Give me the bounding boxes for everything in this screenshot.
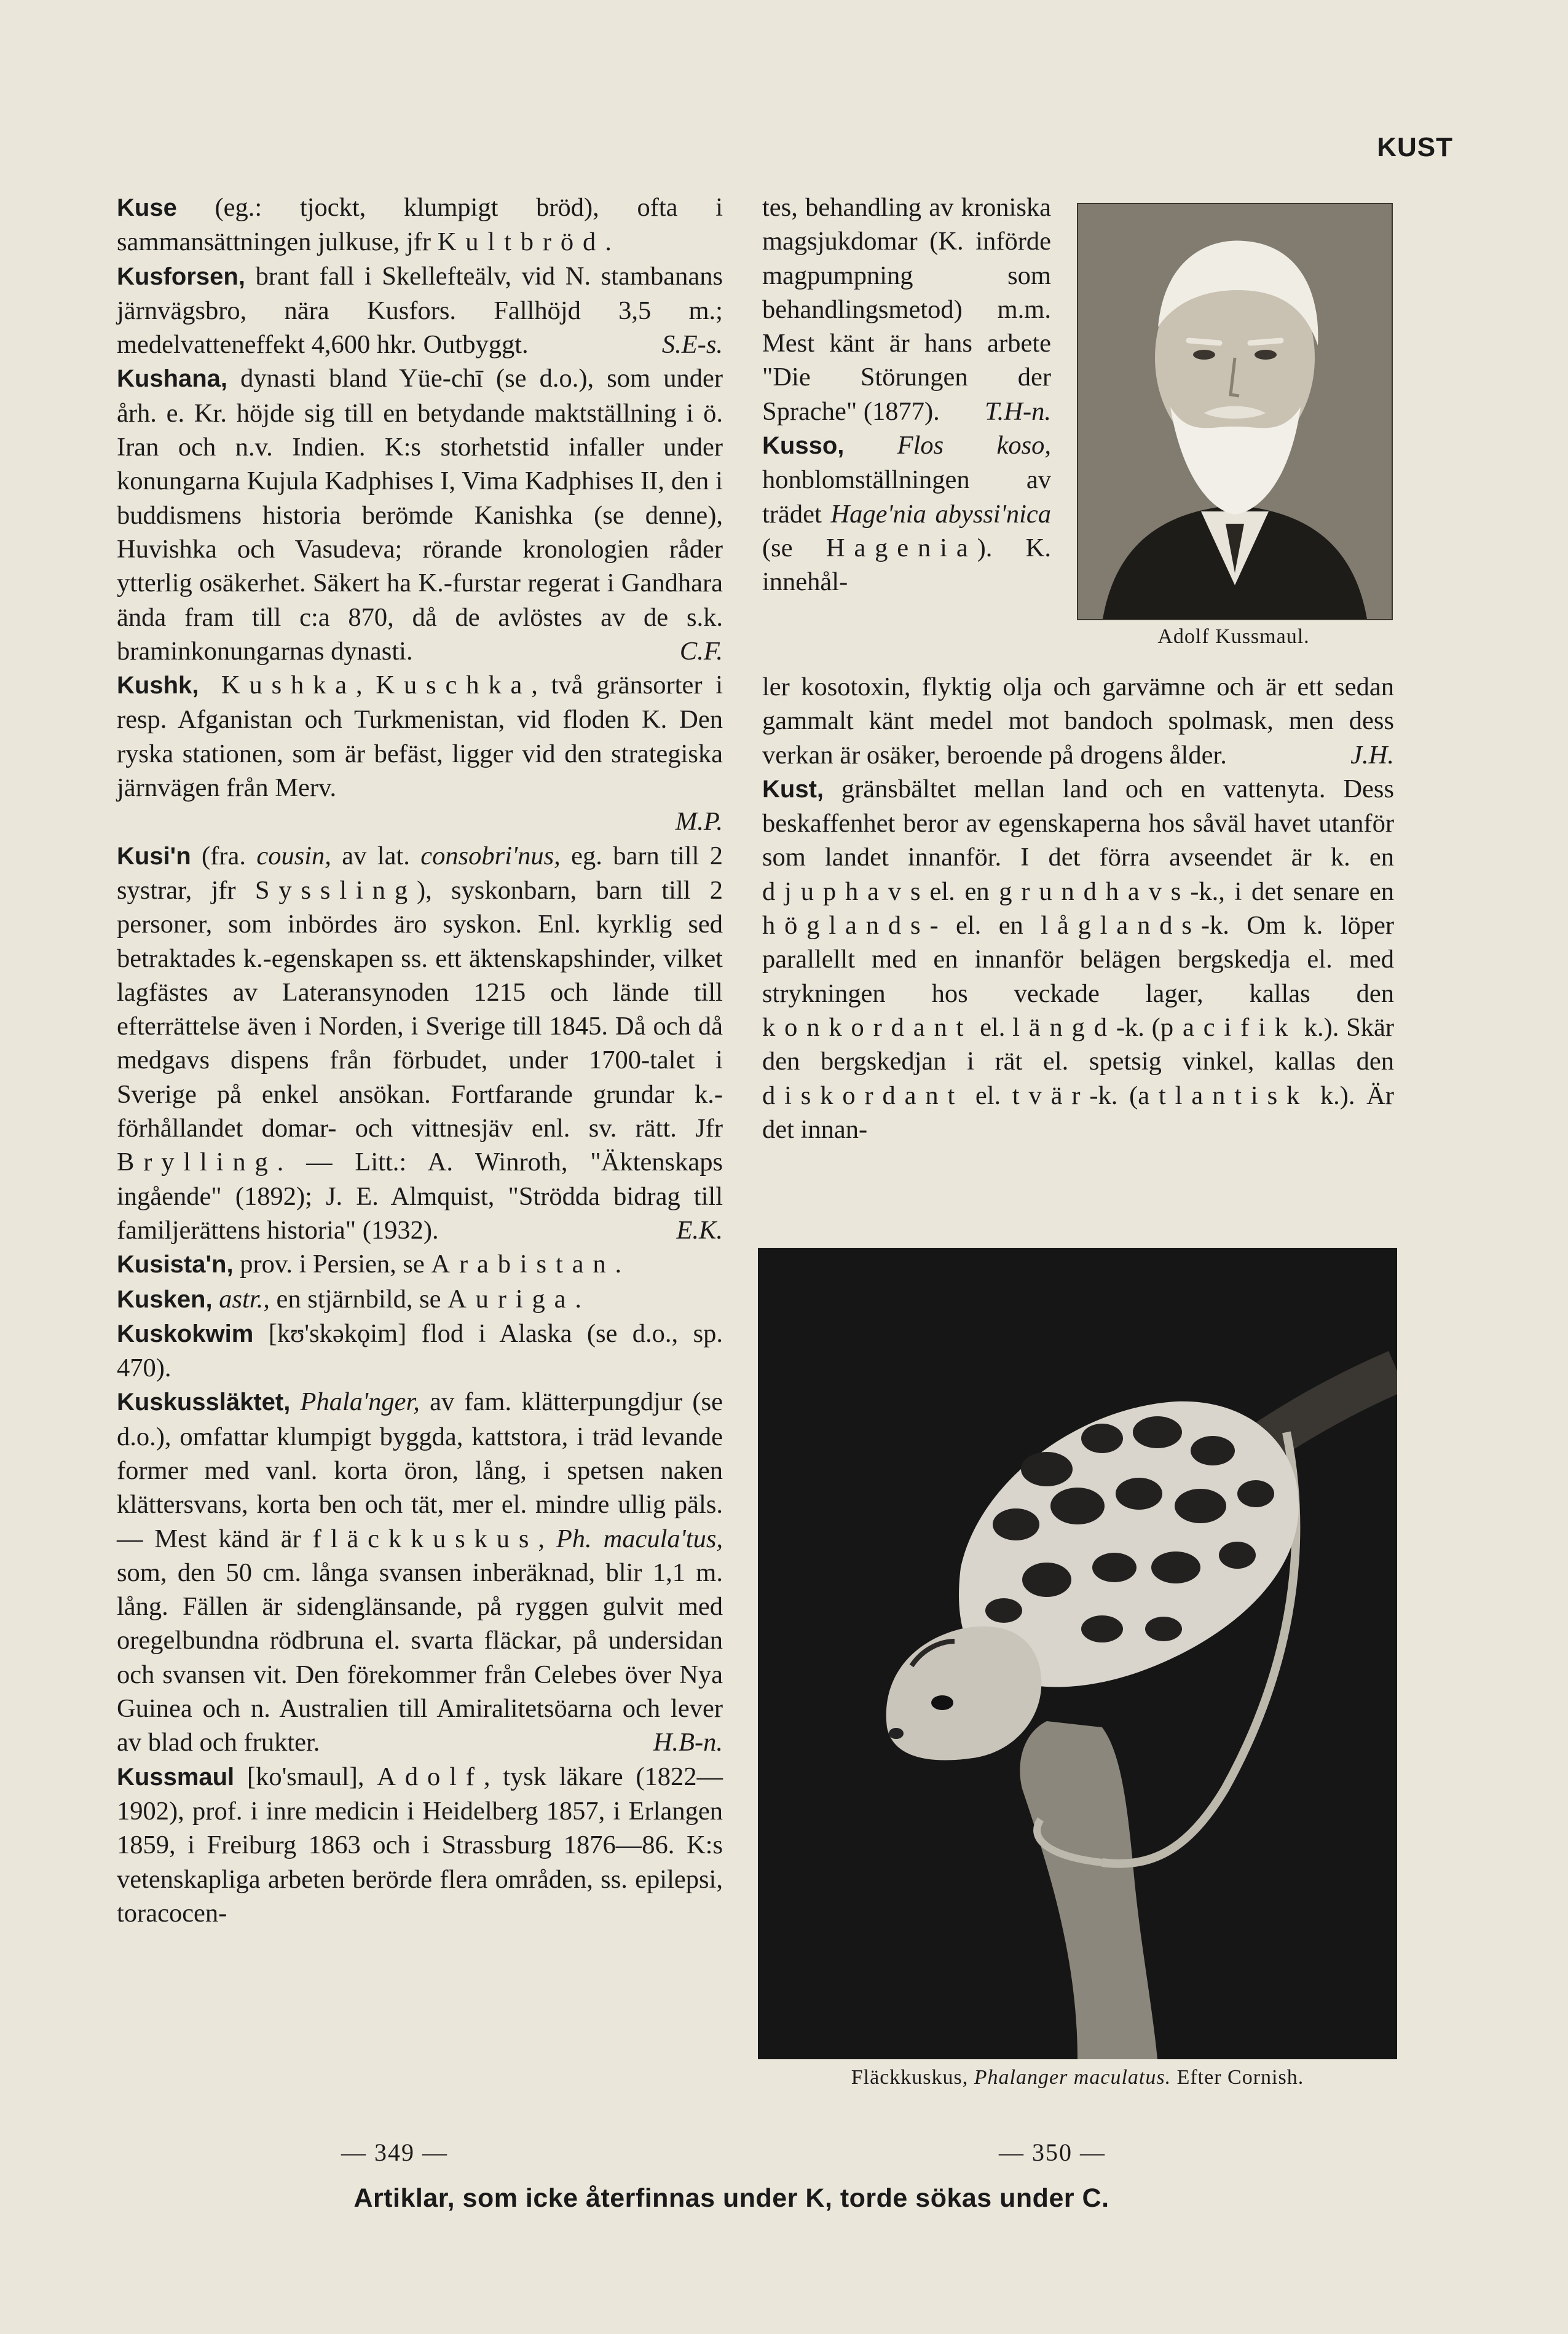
headword: Kust,: [762, 775, 824, 803]
spaced-term: Kushka: [199, 671, 357, 700]
cross-reference: Kultbröd: [437, 227, 605, 257]
spaced-term: grundhavs: [999, 877, 1191, 906]
entry-text: k.). Är det innan-: [762, 1081, 1394, 1144]
headword: Kuskokwim: [117, 1320, 254, 1347]
running-head: KUST: [1377, 132, 1453, 162]
portrait-photo: [1077, 203, 1393, 620]
spaced-term: tvär: [1012, 1081, 1090, 1110]
entry-text: , tysk läkare (1822—1902), prof. i inre medicin i Heidelberg 1857, i Erlangen 1859, i Freiburg 1863 och i Strassburg 1876—86. K:s vetenskapliga arbeten berörde flera områden, ss. epilepsi, toracocen-: [117, 1762, 723, 1928]
headword: Kushana,: [117, 365, 228, 393]
right-column-wide: [762, 670, 1394, 1146]
entry-kusin: [117, 839, 723, 1248]
italic-term: Flos koso,: [844, 431, 1051, 460]
entry-text: tes, behandling av kroniska magsjukdomar (K. införde magpumpning som behandlingsmetod) m.m. Mest känt är hans arbete "Die Störungen der Sprache" (1877).: [762, 193, 1051, 426]
entry-text: k.). Skär den bergskedjan i rät el. spetsig vinkel, kallas den: [762, 1012, 1394, 1076]
entry-text: -k. (: [1116, 1012, 1160, 1042]
headword: Kusi'n: [117, 842, 191, 870]
entry-text: -k., i det senare en: [1190, 877, 1394, 906]
spaced-term: höglands: [762, 911, 930, 940]
spaced-term: låglands: [1041, 911, 1201, 940]
entry-kuskokwim: [117, 1317, 723, 1386]
headword: Kusso,: [762, 432, 845, 460]
entry-text: -k. (: [1089, 1081, 1138, 1110]
italic-term: consobri'nus,: [420, 841, 561, 870]
entry-text: (eg.: tjockt, klumpigt bröd), ofta i sammansättningen julkuse, jfr: [117, 193, 723, 257]
italic-term: Ph. macula'tus,: [556, 1524, 723, 1553]
author-signature: S.E-s.: [661, 330, 723, 360]
headword: Kuse: [117, 194, 177, 221]
headword: Kusforsen,: [117, 262, 245, 290]
cross-reference: Arabistan: [431, 1250, 615, 1279]
entry-kusso: [762, 428, 1051, 599]
entry-text: (se: [762, 533, 826, 562]
entry-text: - el. en: [929, 911, 1041, 940]
italic-term: Hage'nia abyssi'nica: [830, 499, 1051, 529]
spaced-term: atlantisk: [1138, 1081, 1309, 1110]
page-number-right: — 350 —: [999, 2139, 1106, 2166]
author-signature: T.H-n.: [985, 396, 1051, 426]
caption-text: Fläckkuskus,: [851, 2066, 974, 2089]
spaced-term: djuphavs: [762, 877, 930, 906]
spaced-term: diskordant: [762, 1081, 964, 1110]
headword: Kuskussläktet,: [117, 1389, 291, 1416]
page-number-left: — 349 —: [341, 2139, 448, 2166]
entry-kusso-continued: [762, 670, 1394, 772]
entry-text: honblomställningen av trädet: [762, 465, 1051, 529]
spaced-term: längd: [1012, 1012, 1116, 1042]
entry-text: eg. barn till 2 systrar, jfr: [117, 841, 723, 905]
author-signature: E.K.: [676, 1215, 723, 1245]
entry-kussmaul: [117, 1760, 723, 1930]
entry-text: en stjärnbild, se: [269, 1284, 448, 1314]
animal-photo: [758, 1248, 1397, 2059]
entry-text: , två gränsorter i resp. Afganistan och Turkmenistan, vid floden K. Den ryska stationen, som är befäst, ligger vid den strategiska järnvägen från Merv.: [117, 671, 723, 803]
cross-reference: Brylling: [117, 1148, 277, 1177]
entry-text: el. en: [929, 877, 999, 906]
headword: Kusista'n,: [117, 1251, 234, 1279]
entry-kuse: [117, 191, 723, 259]
entry-kussmaul-continued: [762, 191, 1051, 428]
entry-kusforsen: [117, 259, 723, 362]
spaced-term: Kuschka: [376, 671, 532, 700]
entry-kusken: [117, 1282, 723, 1317]
entry-text: [kʊ'skəkǫim] flod i Alaska (se d.o., sp. 470).: [117, 1319, 723, 1383]
cuscus-illustration: [758, 1248, 1397, 2059]
portrait-caption: Adolf Kussmaul.: [1157, 625, 1310, 648]
entry-kusistan: [117, 1247, 723, 1282]
entry-text: .: [605, 227, 612, 257]
spaced-term: Adolf: [377, 1762, 484, 1791]
author-signature: C.F.: [679, 636, 723, 666]
entry-text: .: [615, 1250, 622, 1279]
footer-note: Artiklar, som icke återfinnas under K, torde sökas under C.: [353, 2183, 1109, 2213]
right-column-narrow: [762, 191, 1051, 599]
entry-text: brant fall i Skellefteälv, vid N. stambanans järnvägsbro, nära Kusfors. Fallhöjd 3,5 m.; medelvatteneffekt 4,600 hkr. Outbyggt.: [117, 261, 723, 360]
entry-text: ). K. innehål-: [762, 533, 1051, 597]
entry-text: el.: [972, 1012, 1013, 1042]
entry-text: gränsbältet mellan land och en vattenyta. Dess beskaffenhet beror av egenskaperna hos såväl havet utanför som landet innanför. I det förra avseendet är k. en: [762, 774, 1394, 872]
entry-kuskussläktet: [117, 1385, 723, 1759]
headword: Kussmaul: [117, 1763, 235, 1791]
caption-species: Phalanger maculatus.: [974, 2066, 1172, 2089]
entry-text: -k. Om k. löper parallellt med en innanför belägen bergskedja el. med strykningen hos veckade lager, kallas den: [762, 911, 1394, 1008]
portrait-illustration: [1078, 204, 1392, 619]
entry-text: ,: [356, 671, 376, 700]
spaced-term: fläckkuskus: [312, 1524, 538, 1553]
italic-term: cousin,: [256, 841, 331, 870]
italic-term: Phala'nger,: [290, 1387, 420, 1417]
entry-text: som, den 50 cm. långa svansen inberäknad, blir 1,1 m. lång. Fällen är sidenglänsande, på ryggen gulvit med oregelbundna rödbruna el. svarta fläckar, på undersidan och svansen vit. Den förekommer från Celebes över Nya Guinea och n. Australien till Amiralitetsöarna och lever av blad och frukter.: [117, 1558, 723, 1757]
spaced-term: pacifik: [1160, 1012, 1297, 1042]
photo-caption: [758, 2067, 1397, 2089]
caption-text: Efter Cornish.: [1171, 2066, 1304, 2089]
entry-text: prov. i Persien, se: [233, 1250, 431, 1279]
author-signature: M.P.: [675, 807, 723, 837]
cross-reference: Auriga: [447, 1284, 575, 1314]
left-column: [117, 191, 723, 1930]
entry-text: (fra.: [191, 841, 257, 870]
entry-text: . — Litt.: A. Winroth, "Äktenskaps ingående" (1892); J. E. Almquist, "Strödda bidrag till familjerättens historia" (1932).: [117, 1148, 723, 1245]
entry-text: ler kosotoxin, flyktig olja och garvämne och är ett sedan gammalt känt medel mot bandoch spolmask, men dess verkan är osäker, beroende på drogens ålder.: [762, 672, 1394, 770]
entry-kust: [762, 772, 1394, 1146]
entry-text: ), syskonbarn, barn till 2 personer, som inbördes äro syskon. Enl. kyrklig sed betraktades k.-egenskapen ss. ett äktenskapshinder, vilket lagfästes av Lateransynoden 1215 och lände till efterrättelse även i Norden, i Sverige till 1845. Då och då medgavs dispens från förbudet, under 1700-talet i Sverige på enkel ansökan. Fortfarande grundar k.-förhållandet domar- och vittnesjäv enl. sv. rätt. Jfr: [117, 875, 723, 1143]
author-signature: J.H.: [1350, 740, 1394, 770]
spaced-term: konkordant: [762, 1012, 973, 1042]
entry-text: dynasti bland Yüe-chī (se d.o.), som under årh. e. Kr. höjde sig till en betydande maktställning i ö. Iran och n.v. Indien. K:s storhetstid infaller under konungarna Kujula Kadphises I, Vima Kadphises II, den i buddismens historia berömde Kanishka (se denne), Huvishka och Vasudeva; rörande kronologien råder ytterlig osäkerhet. Säkert ha K.-furstar regerat i Gandhara ända fram till c:a 870, då de avlöstes av de s.k. braminkonungarnas dynasti.: [117, 364, 723, 666]
italic-term: astr.,: [212, 1284, 270, 1314]
entry-text: av fam. klätterpungdjur (se d.o.), omfattar klumpigt byggda, kattstora, i träd levande former med vanl. korta öron, lång, i spetsen naken klättersvans, korta ben och tät, mer el. mindre ullig päls. — Mest känd är: [117, 1387, 723, 1553]
entry-text: av lat.: [331, 841, 421, 870]
entry-text: [ko'smaul],: [234, 1762, 377, 1791]
entry-text: ,: [538, 1524, 556, 1553]
cross-reference: Syssling: [254, 875, 417, 905]
cross-reference: Hagenia: [825, 533, 977, 562]
entry-kushk: [117, 668, 723, 838]
entry-kushana: [117, 361, 723, 668]
entry-text: .: [575, 1284, 582, 1314]
headword: Kushk,: [117, 672, 199, 700]
author-signature: H.B-n.: [653, 1728, 723, 1757]
headword: Kusken,: [117, 1285, 213, 1313]
entry-text: el.: [964, 1081, 1012, 1110]
